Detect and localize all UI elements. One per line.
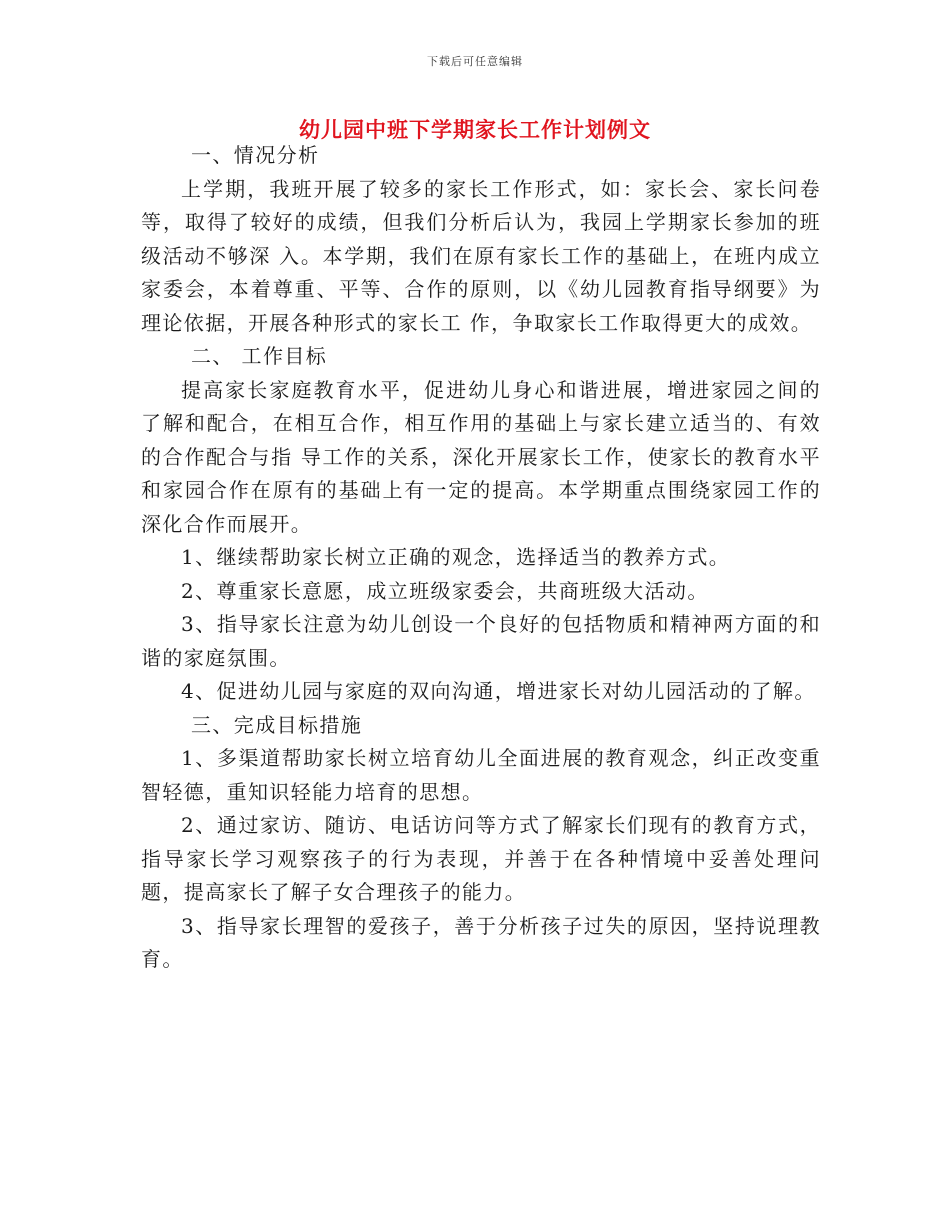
goal-item-4: 4、促进幼儿园与家庭的双向沟通，增进家长对幼儿园活动的了解。 (181, 679, 816, 703)
goal-item-2: 2、尊重家长意愿，成立班级家委会，共商班级大活动。 (181, 578, 709, 603)
document-body (141, 139, 821, 977)
measure-item-2: 2、通过家访、随访、电话访问等方式了解家长们现有的教育方式，指导家长学习观察孩子的行为表现，并善于在各种情境中妥善处理问题，提高家长了解子女合理孩子的能力。 (141, 813, 821, 904)
header-note: 下载后可任意编辑 (427, 55, 523, 68)
section-heading-situation-analysis: 一、情况分析 (191, 143, 320, 167)
section-heading-work-goals: 二、 工作目标 (191, 344, 328, 368)
measure-item-3: 3、指导家长理智的爱孩子，善于分析孩子过失的原因，坚持说理教育。 (141, 913, 821, 971)
paragraph-work-goals: 提高家长家庭教育水平，促进幼儿身心和谐进展，增进家园之间的了解和配合，在相互合作，相互作用的基础上与家长建立适当的、有效的合作配合与指 导工作的关系，深化开展家长工作，使家长的教育水平和家园合作在原有的基础上有一定的提高。本学期重点围绕家园工作的深化合作而展开。 (141, 377, 821, 536)
document-title: 幼儿园中班下学期家长工作计划例文 (299, 117, 651, 142)
goal-item-3: 3、指导家长注意为幼儿创设一个良好的包括物质和精神两方面的和谐的家庭氛围。 (141, 612, 821, 670)
goal-item-1: 1、继续帮助家长树立正确的观念，选择适当的教养方式。 (181, 545, 731, 569)
section-heading-measures: 三、完成目标措施 (191, 712, 363, 737)
paragraph-situation-analysis: 上学期，我班开展了较多的家长工作形式，如：家长会、家长问卷等，取得了较好的成绩，但我们分析后认为，我园上学期家长参加的班级活动不够深 入。本学期，我们在原有家长工作的基础上，在班内成立家委会，本着尊重、平等、合作的原则，以《幼儿园教育指导纲要》为理论依据，开展各种形式的家长工 作，争取家长工作取得更大的成效。 (141, 176, 821, 335)
measure-item-1: 1、多渠道帮助家长树立培育幼儿全面进展的教育观念，纠正改变重智轻德，重知识轻能力培育的思想。 (141, 746, 821, 804)
